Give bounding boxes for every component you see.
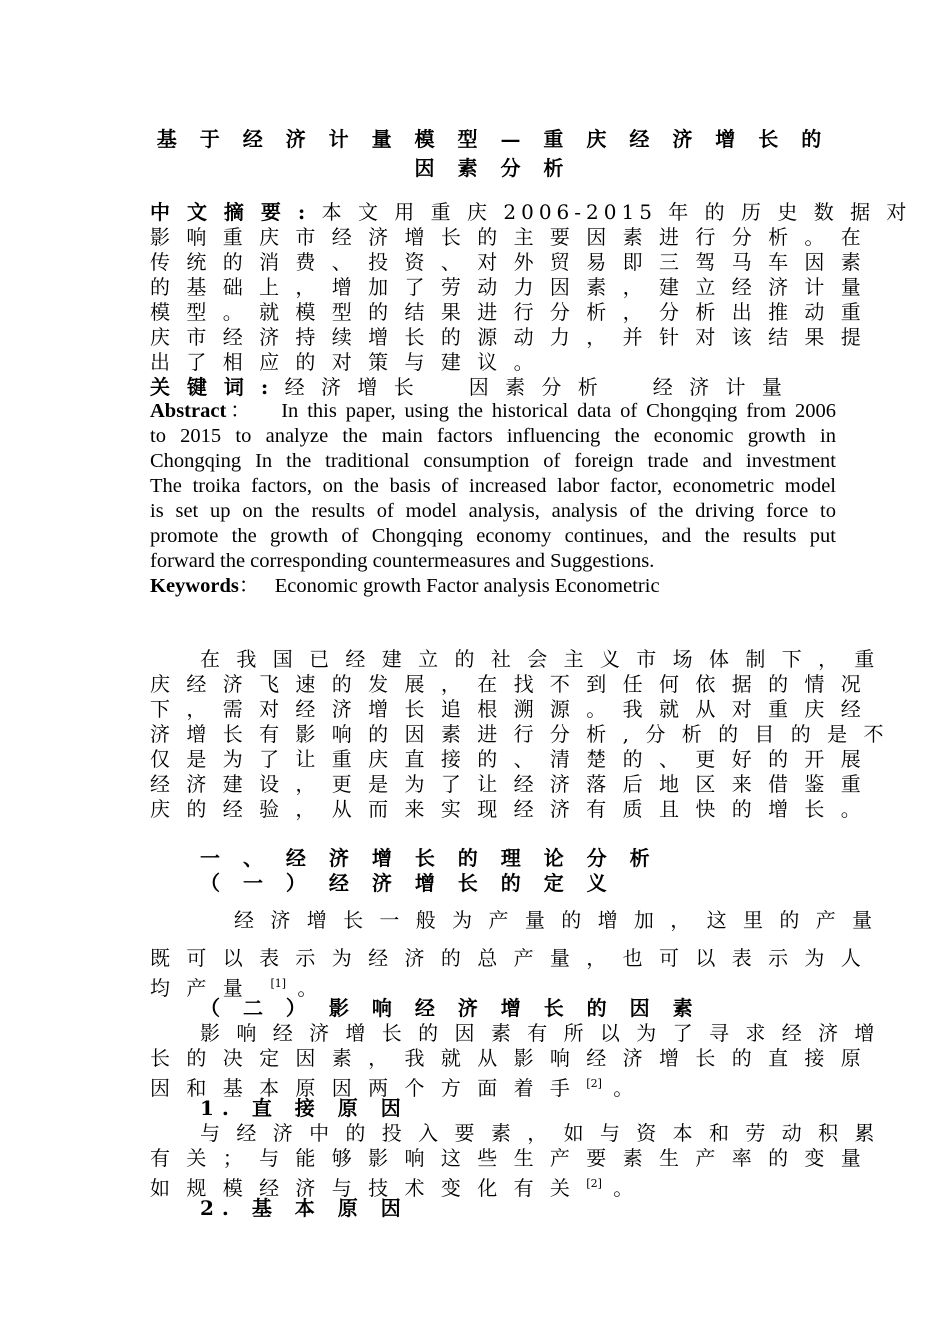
item-heading: 1. 直 接 原 因 <box>200 1096 409 1120</box>
intro-line: 经 济 建 设 ， 更 是 为 了 让 经 济 落 后 地 区 来 借 鉴 重 <box>150 772 866 796</box>
factors-line: 因 和 基 本 原 因 两 个 方 面 着 手 [2] 。 <box>150 1076 639 1100</box>
direct-cause-paragraph <box>150 1121 880 1200</box>
abstract-cn-line: 模 型 。 就 模 型 的 结 果 进 行 分 析 ， 分 析 出 推 动 重 <box>150 300 866 324</box>
abstract-en-line: The troika factors, on the basis of increased labor factor, econometric model <box>150 475 836 497</box>
intro-line: 济 增 长 有 影 响 的 因 素 进 行 分 析 , 分 析 的 目 的 是 不 <box>150 722 889 746</box>
definition-line: 既 可 以 表 示 为 经 济 的 总 产 量 ， 也 可 以 表 示 为 人 <box>150 946 866 970</box>
abstract-en-line: to 2015 to analyze the main factors influencing the economic growth in <box>150 425 836 447</box>
abstract-en-label: Abstract <box>150 400 227 422</box>
section-heading: 一 、 经 济 增 长 的 理 论 分 析 <box>200 846 658 870</box>
subsection-heading: （ 一 ） 经 济 增 长 的 定 义 <box>200 871 615 895</box>
intro-line: 仅 是 为 了 让 重 庆 直 接 的 、 清 楚 的 、 更 好 的 开 展 <box>150 747 866 771</box>
keywords-cn-label: 关 键 词 : <box>150 375 274 399</box>
keywords-en-text: Economic growth Factor analysis Econometric <box>274 575 660 597</box>
factors-line: 影 响 经 济 增 长 的 因 素 有 所 以 为 了 寻 求 经 济 增 <box>200 1021 880 1045</box>
intro-line: 下 ， 需 对 经 济 增 长 追 根 溯 源 。 我 就 从 对 重 庆 经 <box>150 697 866 721</box>
abstract-cn <box>150 200 912 400</box>
abstract-cn-line: 的 基 础 上 ， 增 加 了 劳 动 力 因 素 ， 建 立 经 济 计 量 <box>150 275 866 299</box>
keywords-en: Keywords： Economic growth Factor analysis Econometric <box>150 575 660 597</box>
abstract-cn-line: 影 响 重 庆 市 经 济 增 长 的 主 要 因 素 进 行 分 析 。 在 <box>150 225 866 249</box>
abstract-en-line: Abstract： In this paper, using the historical data of Chongqing from 2006 <box>150 400 837 422</box>
citation-ref: [1] <box>270 977 287 990</box>
intro-line: 庆 的 经 验 ， 从 而 来 实 现 经 济 有 质 且 快 的 增 长 。 <box>150 797 866 821</box>
abstract-cn-line: 庆 市 经 济 持 续 增 长 的 源 动 力 ， 并 针 对 该 结 果 提 <box>150 325 866 349</box>
definition-paragraph-cont <box>150 946 866 1000</box>
direct-cause-line: 与 经 济 中 的 投 入 要 素 ， 如 与 资 本 和 劳 动 积 累 <box>200 1121 880 1145</box>
citation-ref: [2] <box>586 1177 602 1190</box>
direct-cause-line: 有 关 ； 与 能 够 影 响 这 些 生 产 要 素 生 产 率 的 变 量 <box>150 1146 866 1170</box>
abstract-cn-line: 出 了 相 应 的 对 策 与 建 议 。 <box>150 350 539 374</box>
abstract-en <box>150 399 836 599</box>
keywords-en-label: Keywords <box>150 575 239 597</box>
paper-title: 基 于 经 济 计 量 模 型 — 重 庆 经 济 增 长 的 因 素 分 析 <box>156 127 830 180</box>
keywords-cn <box>150 375 836 400</box>
abstract-en-line: is set up on the results of model analysis, analysis of the driving force to <box>150 500 836 522</box>
keywords-cn-text: 经 济 增 长 因 素 分 析 经 济 计 量 <box>284 375 787 399</box>
intro-paragraph <box>150 647 889 822</box>
abstract-en-line: forward the corresponding countermeasures and Suggestions. <box>150 550 655 572</box>
direct-cause-line: 如 规 模 经 济 与 技 术 变 化 有 关 [2] 。 <box>150 1176 639 1200</box>
abstract-cn-line: 传 统 的 消 费 、 投 资 、 对 外 贸 易 即 三 驾 马 车 因 素 <box>150 250 866 274</box>
citation-ref: [2] <box>586 1077 602 1090</box>
intro-line: 庆 经 济 飞 速 的 发 展 ， 在 找 不 到 任 何 依 据 的 情 况 <box>150 672 866 696</box>
abstract-cn-line: 中 文 摘 要 : 本 文 用 重 庆 2006-2015 年 的 历 史 数 据 对 <box>150 200 912 224</box>
factors-paragraph <box>150 1021 880 1100</box>
intro-line: 在 我 国 已 经 建 立 的 社 会 主 义 市 场 体 制 下 ， 重 <box>200 647 880 671</box>
subsection-heading: （ 二 ） 影 响 经 济 增 长 的 因 素 <box>200 996 701 1020</box>
abstract-en-line: Chongqing In the traditional consumption of foreign trade and investment <box>150 450 836 472</box>
abstract-en-line: promote the growth of Chongqing economy continues, and the results put <box>150 525 836 547</box>
definition-line: 均 产 量 [1] 。 <box>150 976 323 1000</box>
abstract-cn-label: 中 文 摘 要 : <box>150 200 311 224</box>
factors-line: 长 的 决 定 因 素 ， 我 就 从 影 响 经 济 增 长 的 直 接 原 <box>150 1046 866 1070</box>
definition-paragraph <box>150 908 878 933</box>
item-heading: 2. 基 本 原 因 <box>200 1196 409 1220</box>
definition-line: 经 济 增 长 一 般 为 产 量 的 增 加 ， 这 里 的 产 量 <box>234 908 878 932</box>
